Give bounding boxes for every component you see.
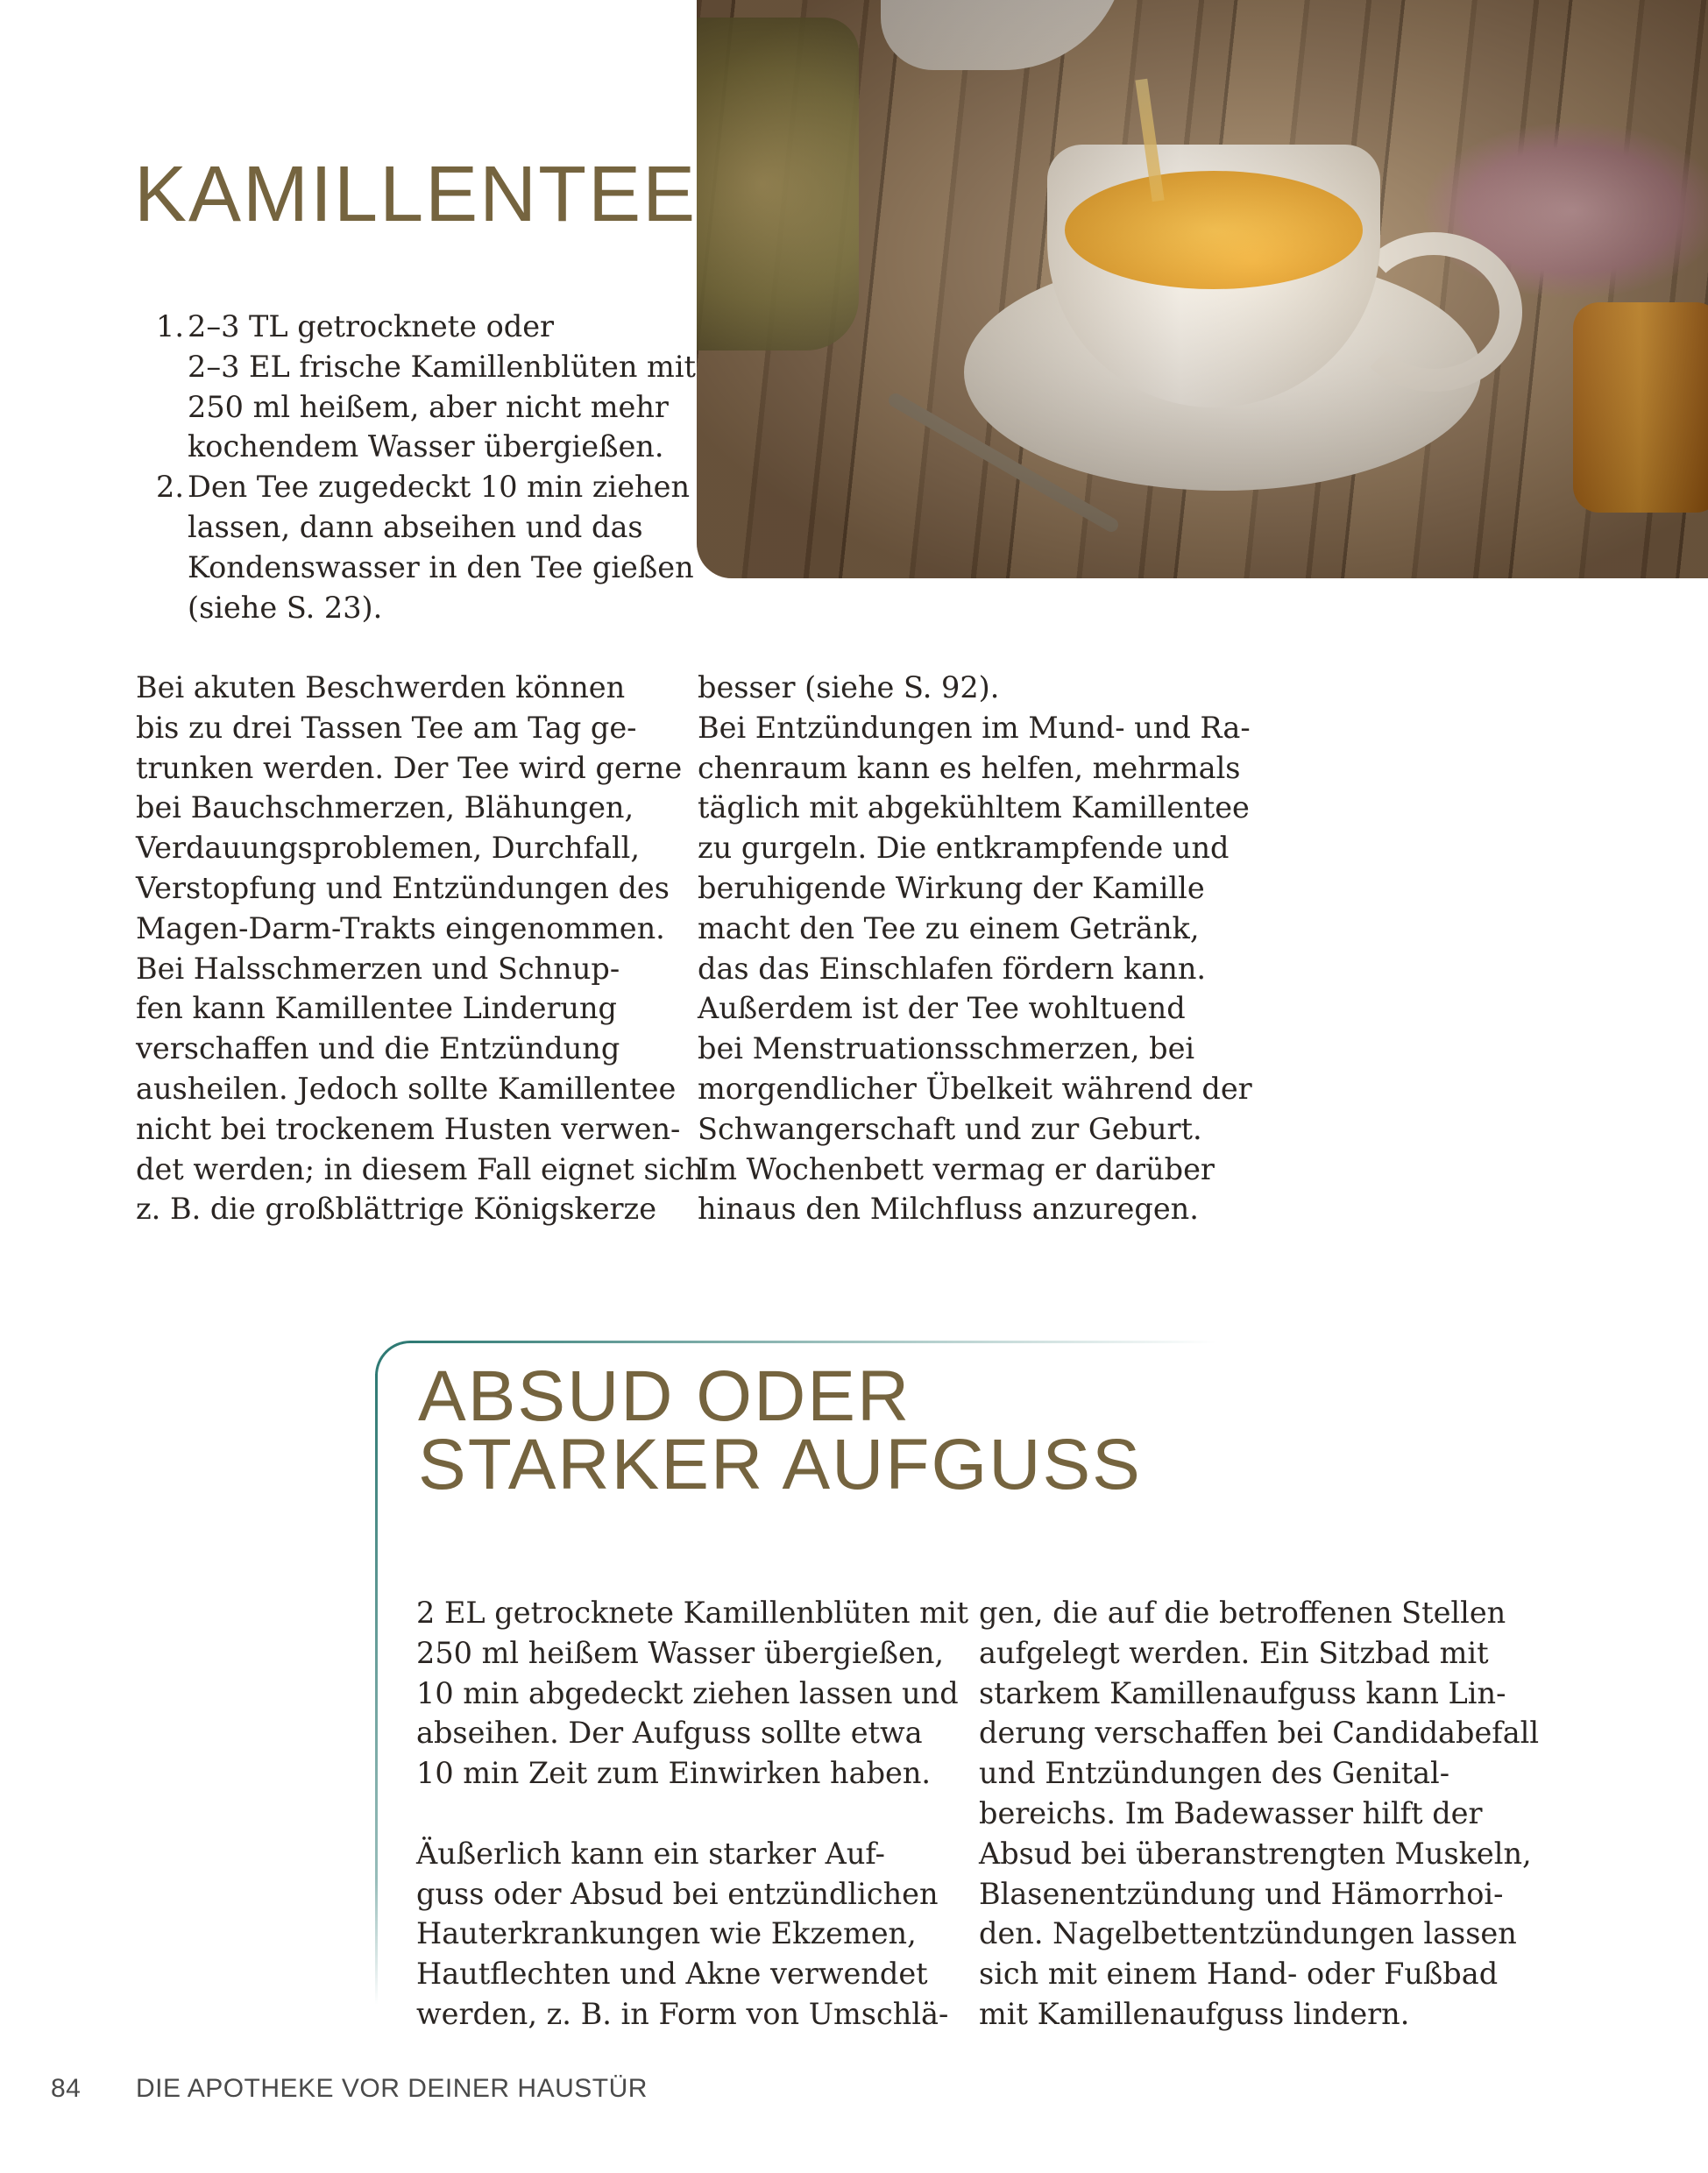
text-line: Hautflechten und Akne verwendet — [416, 1957, 928, 1992]
text-line: Verstopfung und Entzündungen des — [136, 870, 670, 905]
body-column-left — [136, 668, 704, 1229]
text-line: 2 EL getrocknete Kamillenblüten mit — [416, 1596, 969, 1630]
absud-column-left — [416, 1593, 968, 2035]
text-line: mit Kamillenaufguss lindern. — [979, 1996, 1410, 2031]
text-line: hinaus den Milchfluss anzuregen. — [698, 1192, 1199, 1227]
text-line: Magen-Darm-Trakts eingenommen. — [136, 910, 665, 945]
text-line: Außerdem ist der Tee wohltuend — [698, 991, 1186, 1026]
text-line: morgendlicher Übelkeit während der — [698, 1071, 1252, 1106]
text-line: gen, die auf die betroffenen Stellen — [979, 1596, 1506, 1630]
recipe-step-line — [149, 307, 696, 347]
absud-column-right — [979, 1593, 1539, 2035]
text-line: den. Nagelbettentzündungen lassen — [979, 1916, 1517, 1951]
text-line: 10 min Zeit zum Einwirken haben. — [416, 1756, 932, 1791]
text-line: Hauterkrankungen wie Ekzemen, — [416, 1916, 917, 1951]
section-title-line-2: STARKER AUFGUSS — [418, 1425, 1142, 1504]
page-number: 84 — [51, 2074, 82, 2103]
step-text: 250 ml heißem, aber nicht mehr — [188, 389, 669, 424]
recipe-step-line — [149, 347, 696, 387]
text-line: abseihen. Der Aufguss sollte etwa — [416, 1716, 923, 1751]
chamomile-tea-photo — [697, 0, 1708, 578]
text-line: det werden; in diesem Fall eignet sich — [136, 1151, 704, 1186]
section-frame-top-line — [410, 1341, 1216, 1343]
step-text: lassen, dann abseihen und das — [188, 509, 643, 544]
text-line: verschaffen und die Entzündung — [136, 1031, 620, 1066]
section-title-absud — [418, 1356, 1142, 1504]
text-line: guss oder Absud bei entzündlichen — [416, 1876, 939, 1911]
recipe-steps — [149, 307, 696, 627]
text-line: bei Menstruationsschmerzen, bei — [698, 1031, 1195, 1066]
text-line: Bei Entzündungen im Mund- und Ra- — [698, 710, 1251, 745]
text-line: zu gurgeln. Die entkrampfende und — [698, 831, 1230, 866]
text-line: Bei akuten Beschwerden können — [136, 670, 626, 704]
text-line: derung verschaffen bei Candidabefall — [979, 1716, 1540, 1751]
text-line: besser (siehe S. 92). — [698, 670, 1000, 704]
text-line: chenraum kann es helfen, mehrmals — [698, 750, 1241, 785]
text-line: macht den Tee zu einem Getränk, — [698, 910, 1200, 945]
text-line: nicht bei trockenem Husten verwen- — [136, 1111, 681, 1146]
text-line: das das Einschlafen fördern kann. — [698, 951, 1207, 986]
text-line: 10 min abgedeckt ziehen lassen und — [416, 1675, 959, 1710]
text-line — [416, 1794, 968, 1834]
text-line: beruhigende Wirkung der Kamille — [698, 870, 1205, 905]
running-title: DIE APOTHEKE VOR DEINER HAUSTÜR — [136, 2074, 648, 2103]
section-title-kamillentee: KAMILLENTEE — [134, 151, 698, 238]
text-line: bereichs. Im Badewasser hilft der — [979, 1795, 1483, 1830]
text-line: Schwangerschaft und zur Geburt. — [698, 1111, 1202, 1146]
text-line: starkem Kamillenaufguss kann Lin- — [979, 1675, 1506, 1710]
step-text: kochendem Wasser übergießen. — [188, 429, 664, 464]
text-line: 250 ml heißem Wasser übergießen, — [416, 1635, 945, 1670]
section-frame-left-line — [375, 1374, 378, 2005]
section-frame-corner — [375, 1341, 413, 1378]
text-line: und Entzündungen des Genital- — [979, 1756, 1450, 1791]
step-text: (siehe S. 23). — [188, 590, 383, 625]
text-line: Verdauungsproblemen, Durchfall, — [136, 831, 641, 866]
text-line: Im Wochenbett vermag er darüber — [698, 1151, 1215, 1186]
text-line: trunken werden. Der Tee wird gerne — [136, 750, 683, 785]
section-title-line-1: ABSUD ODER — [418, 1356, 911, 1436]
text-line: ausheilen. Jedoch sollte Kamillentee — [136, 1071, 677, 1106]
text-line: täglich mit abgekühltem Kamillentee — [698, 790, 1250, 825]
step-text: Den Tee zugedeckt 10 min ziehen — [188, 470, 691, 505]
text-line: sich mit einem Hand- oder Fußbad — [979, 1957, 1499, 1992]
text-line: z. B. die großblättrige Königskerze — [136, 1192, 657, 1227]
body-column-right — [698, 668, 1252, 1229]
text-line: Äußerlich kann ein starker Auf- — [416, 1836, 885, 1871]
text-line: Absud bei überanstrengten Muskeln, — [979, 1836, 1532, 1871]
step-text: 2–3 TL getrocknete oder — [188, 309, 555, 343]
step-text: Kondenswasser in den Tee gießen — [188, 549, 694, 584]
text-line: Bei Halsschmerzen und Schnup- — [136, 951, 620, 986]
text-line: bis zu drei Tassen Tee am Tag ge- — [136, 710, 637, 745]
step-number: 2. — [156, 470, 184, 505]
text-line: werden, z. B. in Form von Umschlä- — [416, 1996, 949, 2031]
text-line: fen kann Kamillentee Linderung — [136, 991, 618, 1026]
recipe-step-line — [149, 548, 696, 588]
text-line: bei Bauchschmerzen, Blähungen, — [136, 790, 634, 825]
step-number: 1. — [156, 309, 184, 343]
text-line: aufgelegt werden. Ein Sitzbad mit — [979, 1635, 1489, 1670]
recipe-step-line — [149, 427, 696, 467]
recipe-step-line — [149, 387, 696, 428]
text-line: Blasenentzündung und Hämorrhoi- — [979, 1876, 1504, 1911]
recipe-step-line — [149, 507, 696, 548]
recipe-step-line — [149, 588, 696, 628]
step-text: 2–3 EL frische Kamillenblüten mit — [188, 349, 697, 384]
recipe-step-line — [149, 467, 696, 507]
